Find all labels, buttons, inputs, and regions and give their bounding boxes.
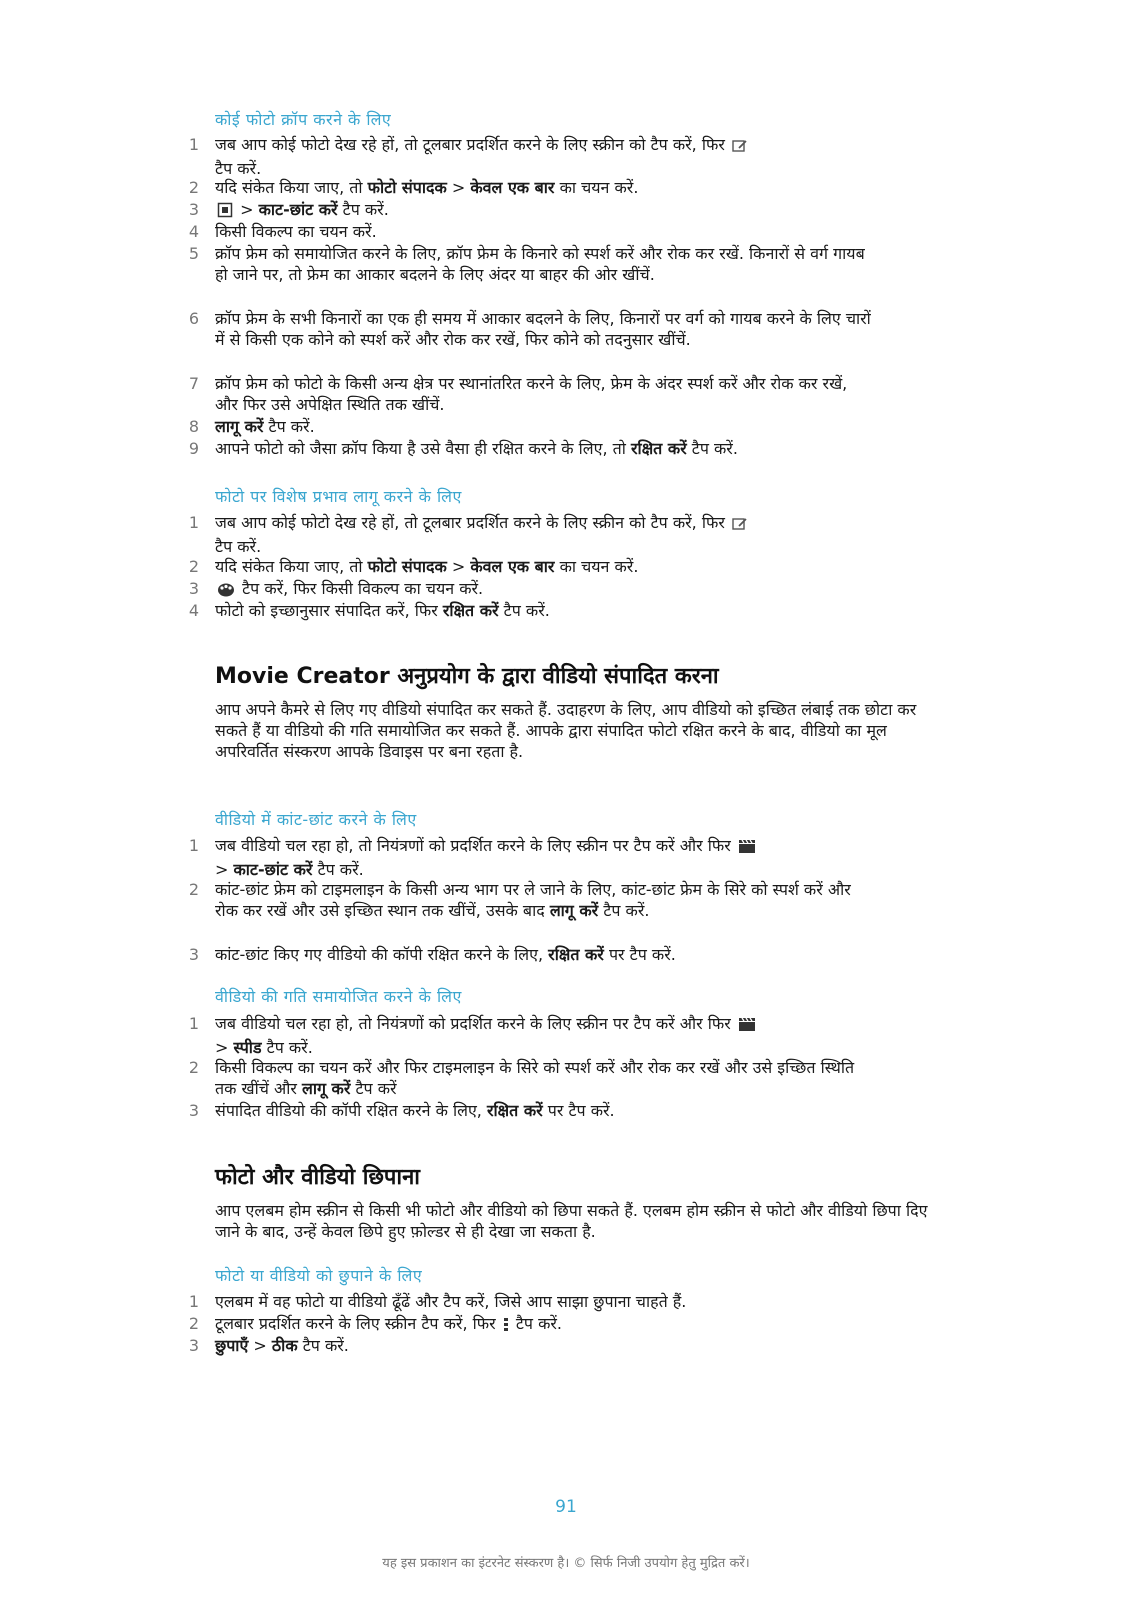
step-text-end: टैप करें. [266,1038,313,1057]
save-label: रक्षित करें [548,945,604,964]
step-text: किसी विकल्प का चयन करें और फिर टाइमलाइन के सिरे को स्पर्श करें और रोक कर रखें और उसे इच्छित स्थिति तक खींचें और [215,1058,855,1098]
step-number: 3 [188,945,199,964]
movie-creator-intro: आप अपने कैमरे से लिए गए वीडियो संपादित कर सकते हैं. उदाहरण के लिए, आप वीडियो को इच्छित लंबाई तक छोटा कर सकते हैं या वीडियो की गति समायोजित कर सकते हैं. आपके द्वारा संपादित फोटो रक्षित करने के बाद, वीडियो का मूल अपरिवर्तित संस्करण आपके डिवाइस पर बना रहता है. [215,700,917,761]
step-number: 6 [188,309,199,328]
photo-editor-label: फोटो संपादक [367,178,447,197]
save-label: रक्षित करें [442,601,499,620]
step-text-cont: टैप करें. [215,159,262,178]
crop-heading: कोई फोटो क्रॉप करने के लिए [215,110,392,129]
step-text-end: टैप करें. [342,200,389,219]
step-text: टैप करें, फिर किसी विकल्प का चयन करें. [242,579,484,598]
step-number: 5 [188,244,199,263]
step-text-end: पर टैप करें. [608,945,676,964]
movie-creator-icon [738,1016,756,1037]
step-text-end: टैप करें. [317,860,364,879]
more-options-icon [503,1316,509,1337]
step-number: 7 [188,374,199,393]
step-number: 2 [188,880,199,899]
photo-effects-icon [217,581,235,602]
hide-heading: फोटो या वीडियो को छुपाने के लिए [215,1266,423,1285]
step-number: 1 [188,513,199,532]
speed-label: स्पीड [233,1038,262,1057]
just-once-label: केवल एक बार [470,178,555,197]
step-text-end: टैप करें [355,1079,397,1098]
step-number: 1 [188,135,199,154]
movie-creator-title: Movie Creator अनुप्रयोग के द्वारा वीडियो संपादित करना [215,664,719,689]
step-text-end: पर टैप करें. [547,1101,615,1120]
step-number: 1 [188,1292,199,1311]
separator: > [215,1038,229,1057]
step-text-end: का चयन करें. [559,178,639,197]
save-label: रक्षित करें [631,439,687,458]
separator: > [253,1336,267,1355]
step-text-end: टैप करें. [302,1336,349,1355]
separator: > [240,200,254,219]
step-number: 3 [188,1101,199,1120]
page-number: 91 [555,1497,577,1517]
ok-label: ठीक [271,1336,298,1355]
crop-icon [217,202,233,223]
step-number: 3 [188,579,199,598]
step-text: जब वीडियो चल रहा हो, तो नियंत्रणों को प्रदर्शित करने के लिए स्क्रीन पर टैप करें और फिर [215,1014,731,1033]
separator: > [215,860,229,879]
step-text-end: टैप करें. [515,1314,562,1333]
step-text-end: टैप करें. [691,439,738,458]
trim-label: काट-छांट करें [258,200,338,219]
movie-creator-icon [738,838,756,859]
step-number: 4 [188,601,199,620]
step-text-end: टैप करें. [503,601,550,620]
trim-heading: वीडियो में कांट-छांट करने के लिए [215,810,417,829]
edit-photo-icon [732,137,748,158]
apply-label: लागू करें [301,1079,351,1098]
step-number: 9 [188,439,199,458]
save-label: रक्षित करें [486,1101,543,1120]
step-number: 1 [188,836,199,855]
effects-heading: फोटो पर विशेष प्रभाव लागू करने के लिए [215,487,462,506]
step-text: संपादित वीडियो की कॉपी रक्षित करने के लिए, [215,1101,482,1120]
hide-label: छुपाएँ [215,1336,249,1355]
step-number: 8 [188,417,199,436]
step-number: 3 [188,200,199,219]
step-text: कांट-छांट फ्रेम को टाइमलाइन के किसी अन्य भाग पर ले जाने के लिए, कांट-छांट फ्रेम के सिरे को स्पर्श करें और रोक कर रखें और उसे इच्छित स्थान तक खींचें, उसके बाद [215,880,851,920]
hide-title: फोटो और वीडियो छिपाना [215,1165,421,1190]
speed-heading: वीडियो की गति समायोजित करने के लिए [215,987,462,1006]
apply-label: लागू करें [549,901,599,920]
step-text-cont: टैप करें. [215,537,262,556]
step-text: आपने फोटो को जैसा क्रॉप किया है उसे वैसा ही रक्षित करने के लिए, तो [215,439,626,458]
step-number: 1 [188,1014,199,1033]
separator: > [451,557,466,576]
step-text-end: टैप करें. [603,901,650,920]
step-number: 3 [188,1336,199,1355]
just-once-label: केवल एक बार [470,557,555,576]
step-text: यदि संकेत किया जाए, तो [215,178,363,197]
step-text-end: का चयन करें. [559,557,639,576]
edit-photo-icon [732,515,748,536]
trim-label: काट-छांट करें [233,860,313,879]
step-text: क्रॉप फ्रेम को फोटो के किसी अन्य क्षेत्र पर स्थानांतरित करने के लिए, फ्रेम के अंदर स्पर्श करें और रोक कर रखें, और फिर उसे अपेक्षित स्थिति तक खींचें. [215,374,848,414]
step-text: टूलबार प्रदर्शित करने के लिए स्क्रीन टैप करें, फिर [215,1314,496,1333]
step-number: 2 [188,1314,199,1333]
step-text: फोटो को इच्छानुसार संपादित करें, फिर [215,601,438,620]
step-text: जब वीडियो चल रहा हो, तो नियंत्रणों को प्रदर्शित करने के लिए स्क्रीन पर टैप करें और फिर [215,836,731,855]
step-number: 2 [188,557,199,576]
step-text: जब आप कोई फोटो देख रहे हों, तो टूलबार प्रदर्शित करने के लिए स्क्रीन को टैप करें, फिर [215,135,725,154]
step-text: क्रॉप फ्रेम को समायोजित करने के लिए, क्रॉप फ्रेम के किनारे को स्पर्श करें और रोक कर रखें. किनारों से वर्ग गायब हो जाने पर, तो फ्रेम का आकार बदलने के लिए अंदर या बाहर की ओर खींचें. [215,244,865,284]
hide-intro: आप एलबम होम स्क्रीन से किसी भी फोटो और वीडियो को छिपा सकते हैं. एलबम होम स्क्रीन से फोटो और वीडियो छिपा दिए जाने के बाद, उन्हें केवल छिपे हुए फ़ोल्डर से ही देखा जा सकता है. [215,1201,928,1241]
apply-label: लागू करें [215,417,264,436]
photo-editor-label: फोटो संपादक [367,557,447,576]
step-text: कांट-छांट किए गए वीडियो की कॉपी रक्षित करने के लिए, [215,945,544,964]
step-text: क्रॉप फ्रेम के सभी किनारों का एक ही समय में आकार बदलने के लिए, किनारों पर वर्ग को गायब करने के लिए चारों में से किसी एक कोने को स्पर्श करें और रोक कर रखें, फिर कोने को तदनुसार खींचें. [215,309,871,349]
step-text: किसी विकल्प का चयन करें. [215,222,377,241]
step-number: 2 [188,178,199,197]
step-text-end: टैप करें. [268,417,315,436]
footer-note: यह इस प्रकाशन का इंटरनेट संस्करण है। © सिर्फ निजी उपयोग हेतु मुद्रित करें। [382,1556,750,1571]
step-text: यदि संकेत किया जाए, तो [215,557,363,576]
step-text: एलबम में वह फोटो या वीडियो ढूँढें और टैप करें, जिसे आप साझा छुपाना चाहते हैं. [215,1292,687,1311]
separator: > [451,178,466,197]
step-number: 2 [188,1058,199,1077]
step-text: जब आप कोई फोटो देख रहे हों, तो टूलबार प्रदर्शित करने के लिए स्क्रीन को टैप करें, फिर [215,513,725,532]
step-number: 4 [188,222,199,241]
